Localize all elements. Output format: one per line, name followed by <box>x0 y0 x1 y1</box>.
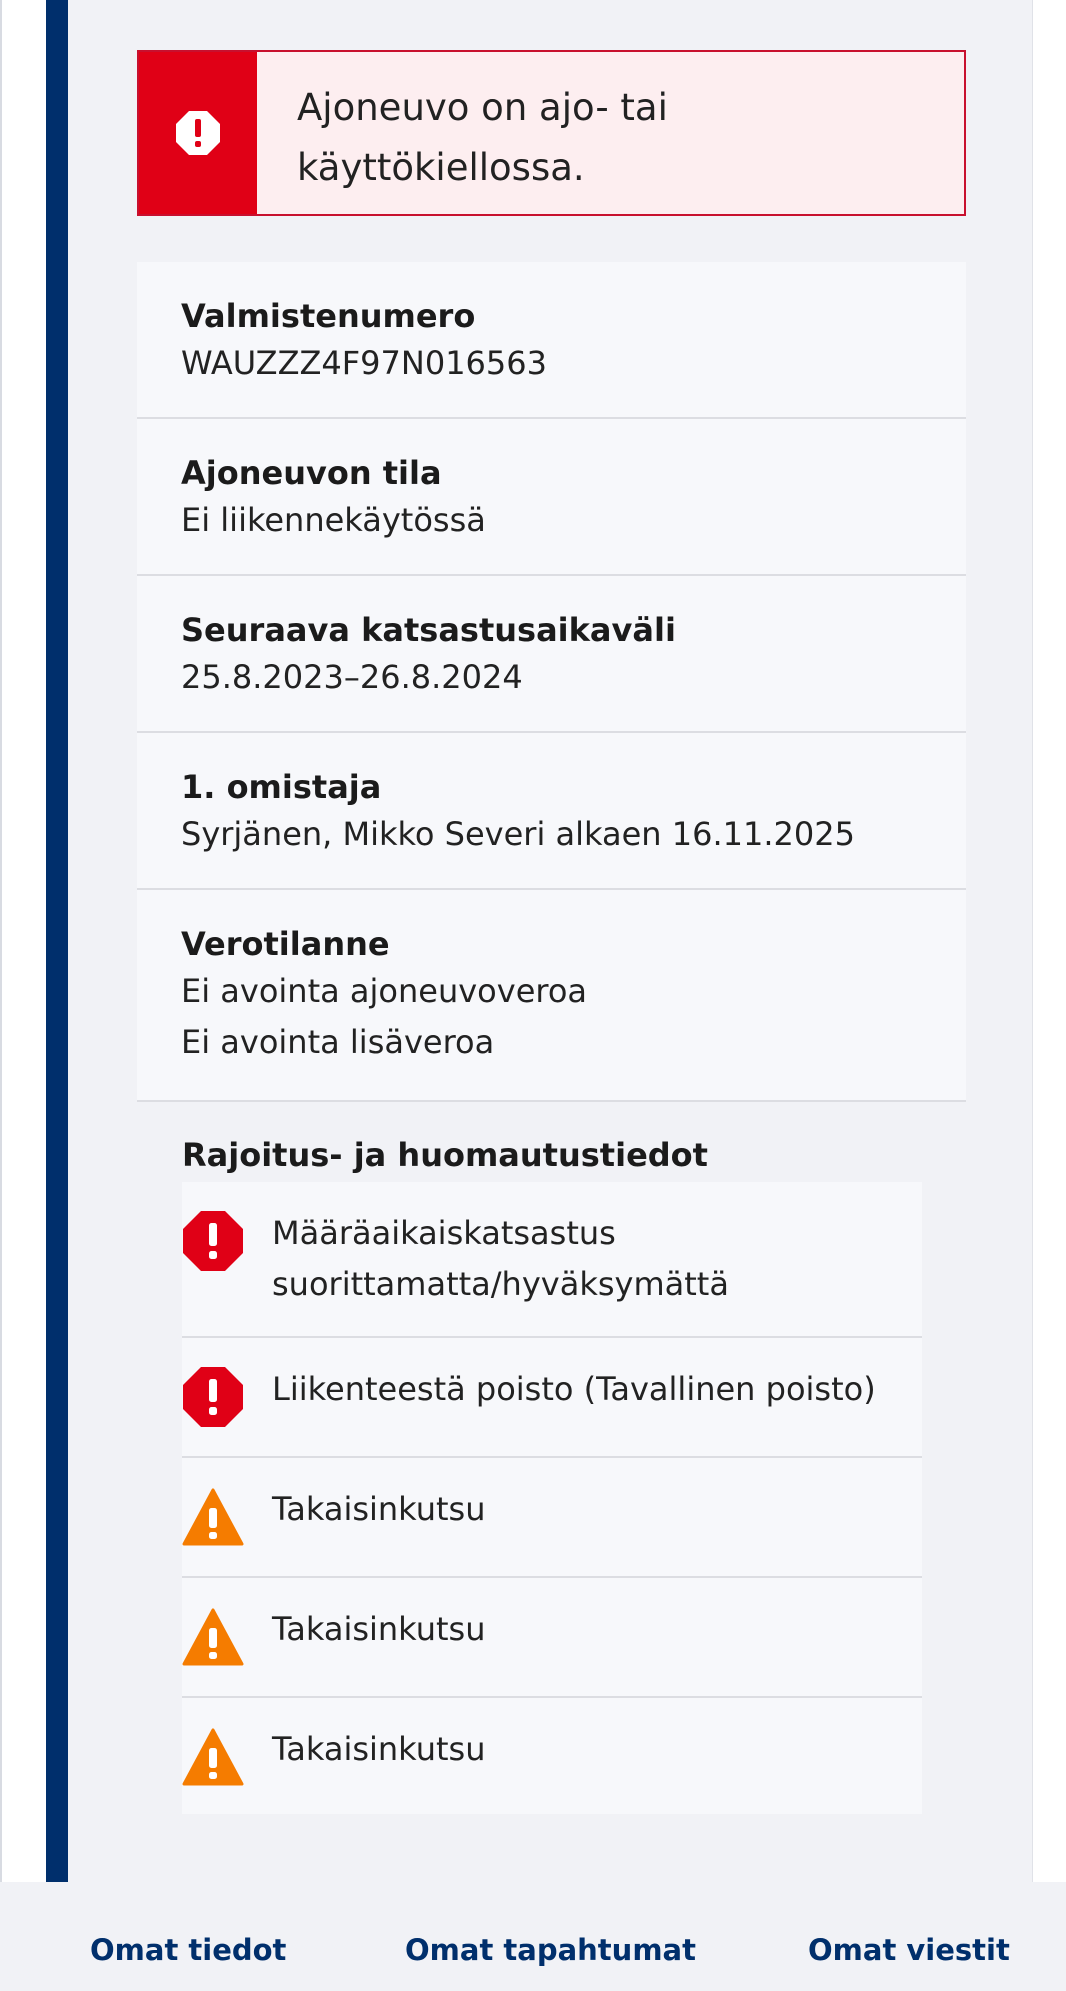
restriction-text <box>272 1476 486 1535</box>
restriction-line-2: suorittamatta/hyväksymättä <box>272 1265 729 1303</box>
restriction-item <box>182 1182 922 1338</box>
restriction-line-1: Liikenteestä poisto (Tavallinen poisto) <box>272 1370 876 1408</box>
info-value: Ei avointa lisäveroa <box>181 1023 495 1061</box>
info-label: Ajoneuvon tila <box>181 454 442 492</box>
right-border <box>1032 0 1066 1882</box>
restriction-line-1: Takaisinkutsu <box>272 1610 486 1648</box>
restriction-item <box>182 1698 922 1814</box>
info-label: Seuraava katsastusaikaväli <box>181 611 676 649</box>
info-label: Valmistenumero <box>181 297 476 335</box>
bottom-navigation <box>0 1882 1066 1991</box>
error-octagon-icon <box>182 1366 244 1428</box>
alert-icon-container <box>139 52 257 214</box>
restriction-line-1: Takaisinkutsu <box>272 1490 486 1528</box>
info-value: Syrjänen, Mikko Severi alkaen 16.11.2025 <box>181 815 855 853</box>
error-octagon-icon <box>175 110 221 156</box>
restrictions-title: Rajoitus- ja huomautustiedot <box>182 1136 708 1174</box>
vehicle-info-list <box>137 262 966 1102</box>
info-row-vin <box>137 262 966 419</box>
restrictions-section <box>182 1130 922 1814</box>
restriction-line-1: Määräaikaiskatsastus <box>272 1214 616 1252</box>
nav-omat-tiedot[interactable]: Omat tiedot <box>90 1933 287 1967</box>
alert-line-1: Ajoneuvo on ajo- tai <box>297 86 668 129</box>
warning-triangle-icon <box>182 1606 244 1668</box>
panel-accent-bar <box>46 0 68 1882</box>
info-row-tax <box>137 890 966 1102</box>
alert-line-2: käyttökiellossa. <box>297 146 585 189</box>
info-row-inspection <box>137 576 966 733</box>
alert-message <box>257 52 964 214</box>
info-value: WAUZZZ4F97N016563 <box>181 344 547 382</box>
restriction-item <box>182 1338 922 1458</box>
info-row-status <box>137 419 966 576</box>
restriction-text <box>272 1200 729 1310</box>
restriction-item <box>182 1458 922 1578</box>
warning-triangle-icon <box>182 1726 244 1788</box>
left-border <box>0 0 2 1882</box>
restriction-text <box>272 1716 486 1775</box>
info-label: Verotilanne <box>181 925 390 963</box>
info-value: Ei avointa ajoneuvoveroa <box>181 972 588 1010</box>
nav-omat-tapahtumat[interactable]: Omat tapahtumat <box>405 1933 696 1967</box>
restriction-text <box>272 1356 876 1415</box>
prohibition-alert <box>137 50 966 216</box>
restriction-line-1: Takaisinkutsu <box>272 1730 486 1768</box>
restriction-item <box>182 1578 922 1698</box>
restriction-text <box>272 1596 486 1655</box>
info-label: 1. omistaja <box>181 768 382 806</box>
info-row-owner <box>137 733 966 890</box>
info-value: 25.8.2023–26.8.2024 <box>181 658 523 696</box>
info-value: Ei liikennekäytössä <box>181 501 486 539</box>
error-octagon-icon <box>182 1210 244 1272</box>
nav-omat-viestit[interactable]: Omat viestit <box>808 1933 1010 1967</box>
warning-triangle-icon <box>182 1486 244 1548</box>
